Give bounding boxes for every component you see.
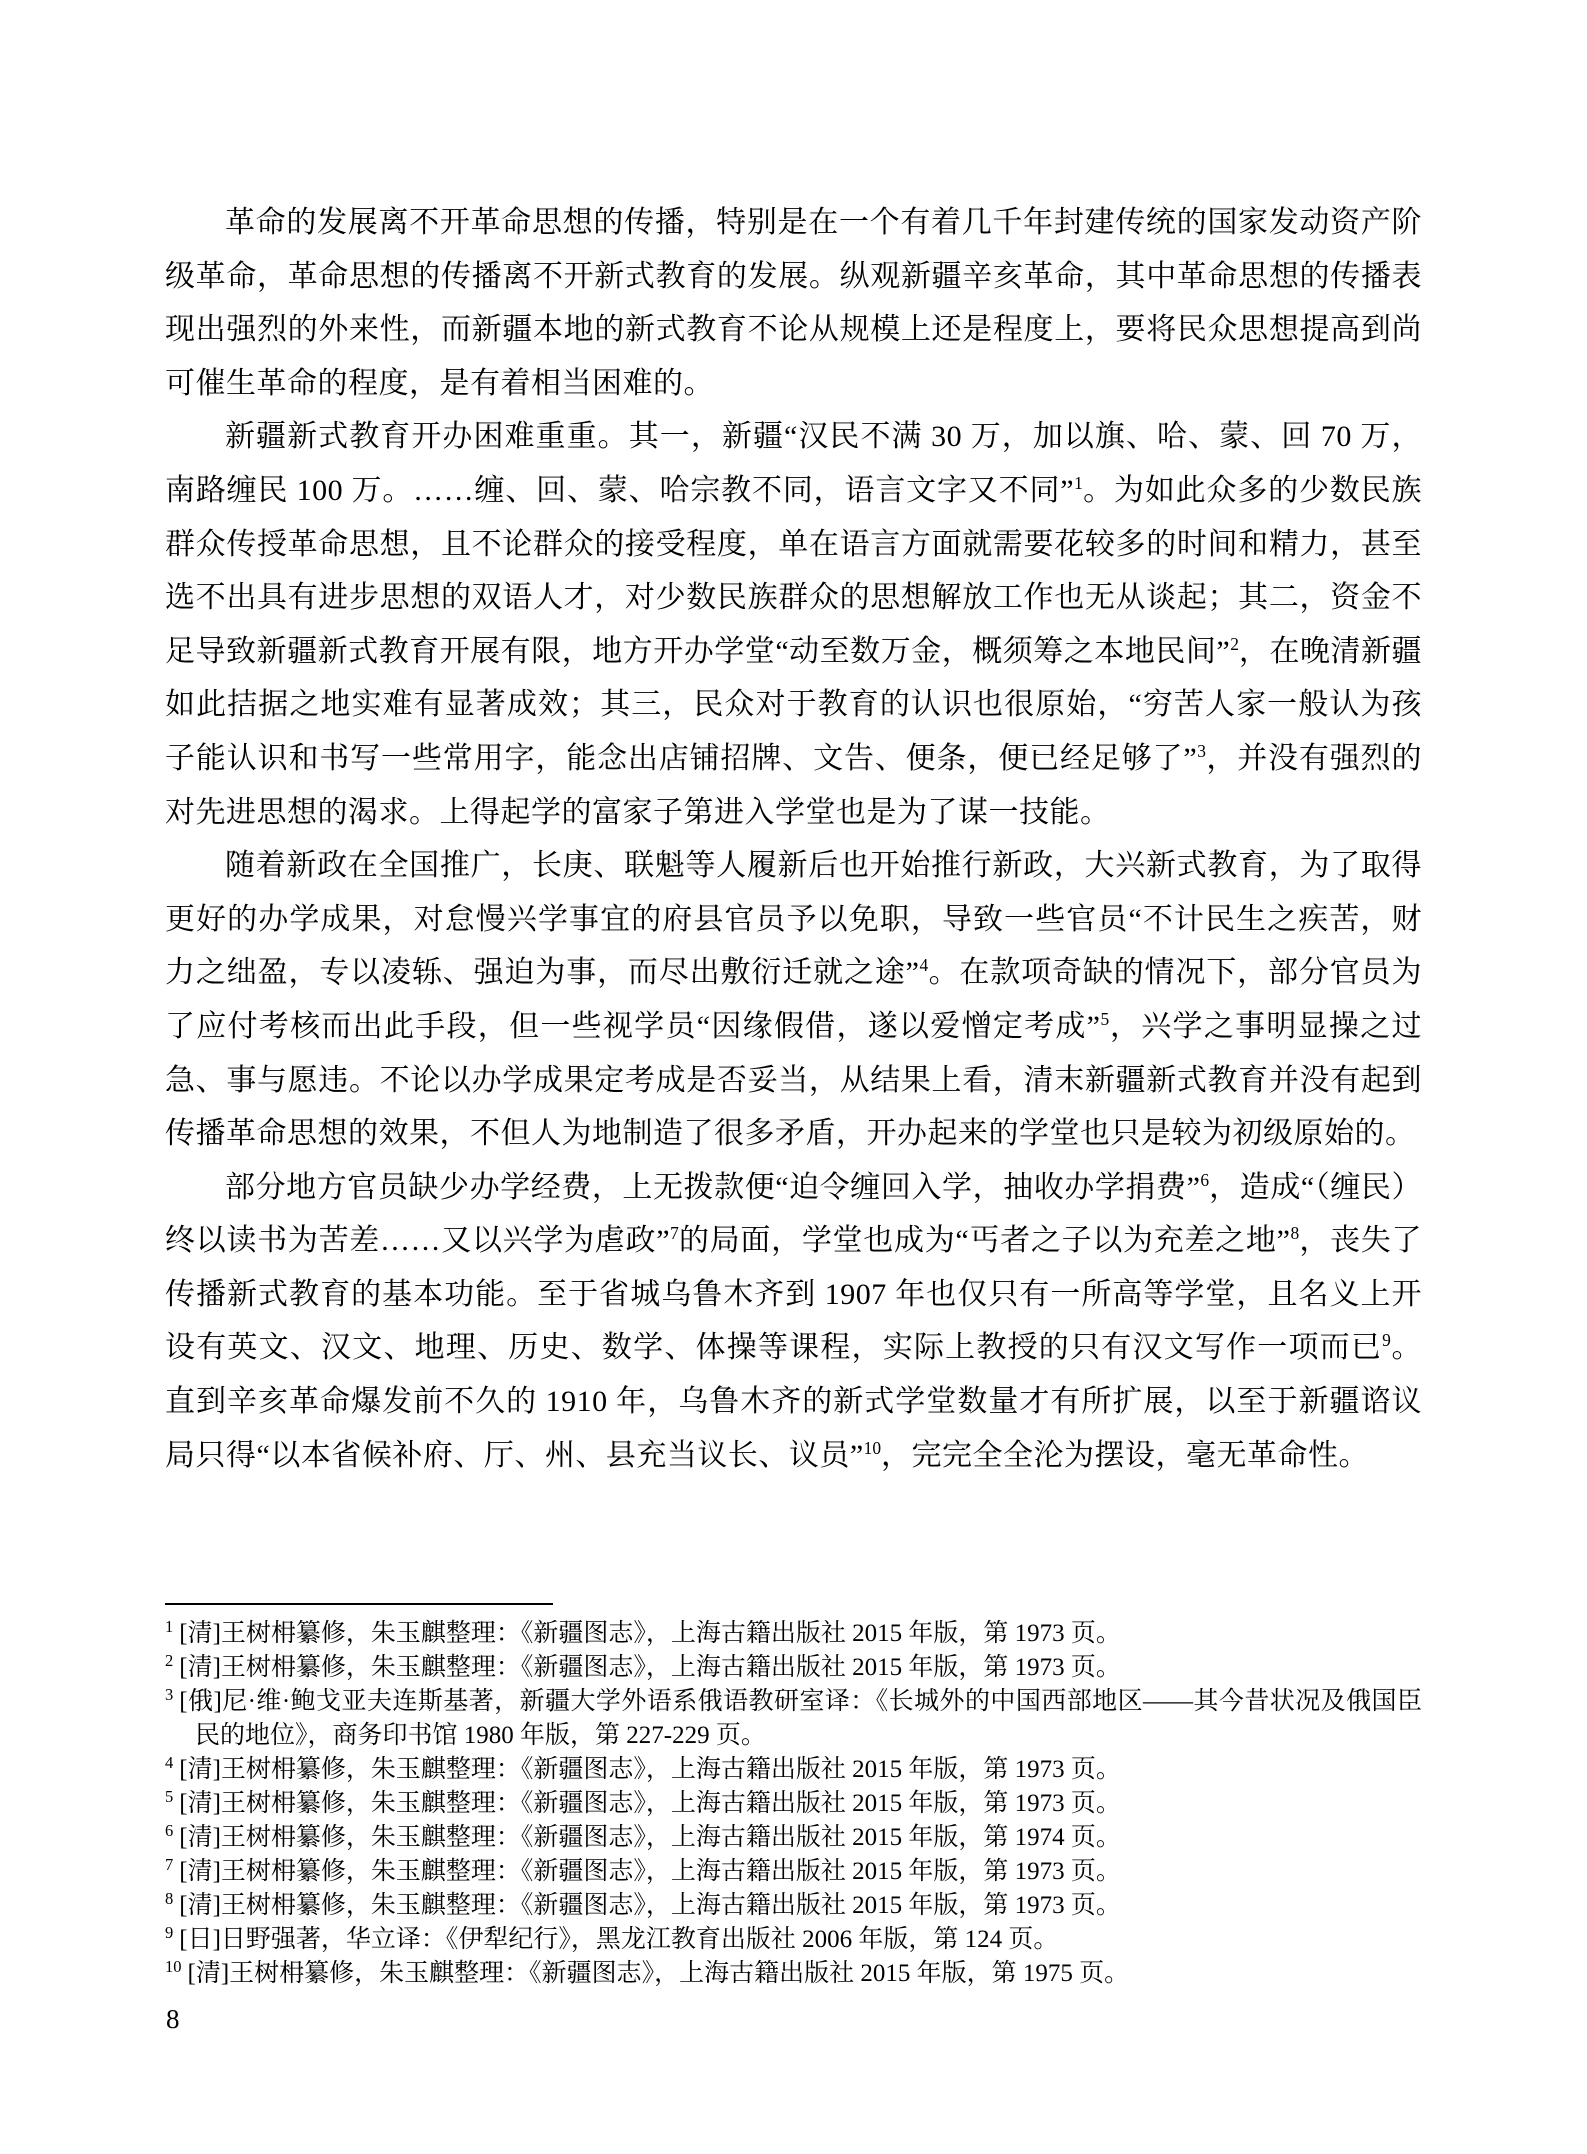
- footnote-separator: [165, 1603, 553, 1605]
- text-run: 。直到辛亥革命爆发前不久的 1910 年，乌鲁木齐的新式学堂数量才有所扩展，以至于新疆谘议局只得“以本省候补府、厅、州、县充当议长、议员”: [165, 1331, 1423, 1472]
- body-text: [165, 196, 1422, 1482]
- text-run: 的局面，学堂也成为“丐者之子以为充差之地”: [678, 1224, 1291, 1258]
- footnote-item: [165, 1651, 1422, 1685]
- footnote-item: [165, 1923, 1422, 1957]
- text-run: 。为如此众多的少数民族群众传授革命思想，且不论群众的接受程度，单在语言方面就需要花较多的时间和精力，甚至选不出具有进步思想的双语人才，对少数民族群众的思想解放工作也无从谈起；其二，资金不足导致新疆新式教育开展有限，地方开办学堂“动至数万金，概须筹之本地民间”: [165, 473, 1423, 668]
- footnote-ref: 4: [919, 955, 929, 976]
- text-run: ，丧失了传播新式教育的基本功能。至于省城乌鲁木齐到 1907 年也仅只有一所高等学堂，且名义上开设有英文、汉文、地理、历史、数学、体操等课程，实际上教授的只有汉文写作一项而已: [165, 1224, 1423, 1365]
- footnote-item: [165, 1617, 1422, 1651]
- footnote-ref: 5: [1100, 1008, 1110, 1029]
- text-run: ，完完全全沦为摆设，毫无革命性。: [881, 1438, 1370, 1472]
- paragraph: [165, 410, 1422, 839]
- footnote-ref: 8: [1290, 1223, 1300, 1244]
- text-run: 新疆新式教育开办困难重重。其一，新疆“汉民不满 30 万，加以旗、哈、蒙、回 70 万，南路缠民 100 万。……缠、回、蒙、哈宗教不同，语言文字又不同”: [165, 420, 1422, 507]
- footnote-item: [165, 1889, 1422, 1923]
- footnote-ref: 1: [1074, 472, 1083, 493]
- footnote-item: [165, 1957, 1422, 1991]
- footnote-marker: 3: [165, 1684, 174, 1704]
- text-run: 革命的发展离不开革命思想的传播，特别是在一个有着几千年封建传统的国家发动资产阶级革命，革命思想的传播离不开新式教育的发展。纵观新疆辛亥革命，其中革命思想的传播表现出强烈的外来性，而新疆本地的新式教育不论从规模上还是程度上，要将民众思想提高到尚可催生革命的程度，是有着相当困难的。: [165, 206, 1422, 400]
- footnote-text: [清]王树枏纂修，朱玉麒整理：《新疆图志》，上海古籍出版社 2015 年版，第 1973 页。: [179, 1654, 1121, 1681]
- footnote-ref: 3: [1197, 740, 1206, 761]
- footnote-ref: 10: [863, 1437, 882, 1458]
- footnote-ref: 9: [1382, 1330, 1391, 1351]
- footnote-ref: 6: [1200, 1169, 1210, 1190]
- footnote-text: [清]王树枏纂修，朱玉麒整理：《新疆图志》，上海古籍出版社 2015 年版，第 1973 页。: [179, 1620, 1121, 1647]
- footnote-ref: 2: [1230, 633, 1239, 654]
- text-run: 。在款项奇缺的情况下，部分官员为了应付考核而出此手段，但一些视学员“因缘假借，遂以爱憎定考成”: [165, 956, 1422, 1043]
- text-run: 部分地方官员缺少办学经费，上无拨款便“迫令缠回入学，抽收办学捐费”: [225, 1170, 1201, 1204]
- footnote-marker: 9: [165, 1922, 174, 1942]
- footnote-text: [清]王树枏纂修，朱玉麒整理：《新疆图志》，上海古籍出版社 2015 年版，第 1974 页。: [179, 1824, 1121, 1851]
- footnote-ref: 7: [670, 1223, 679, 1244]
- footnote-text: [日]日野强著，华立译：《伊犁纪行》，黑龙江教育出版社 2006 年版，第 124 页。: [179, 1926, 1059, 1953]
- footnote-item: [165, 1855, 1422, 1889]
- footnote-item: [165, 1753, 1422, 1787]
- footnote-text: [清]王树枏纂修，朱玉麒整理：《新疆图志》，上海古籍出版社 2015 年版，第 1973 页。: [179, 1756, 1121, 1783]
- text-run: ，造成“（缠民）终以读书为苦差……又以兴学为虐政”: [165, 1170, 1422, 1258]
- footnote-marker: 6: [165, 1820, 174, 1840]
- footnote-marker: 2: [165, 1650, 174, 1670]
- paragraph: [165, 1161, 1422, 1483]
- footnote-item: [165, 1685, 1422, 1753]
- footnote-text: [清]王树枏纂修，朱玉麒整理：《新疆图志》，上海古籍出版社 2015 年版，第 1975 页。: [187, 1960, 1130, 1987]
- text-run: ，在晚清新疆如此拮据之地实难有显著成效；其三，民众对于教育的认识也很原始，“穷苦人家一般认为孩子能认识和书写一些常用字，能念出店铺招牌、文告、便条，便已经足够了”: [165, 634, 1423, 775]
- paragraph: [165, 196, 1422, 410]
- paragraph: [165, 839, 1422, 1161]
- text-run: ，兴学之事明显操之过急、事与愿违。不论以办学成果定考成是否妥当，从结果上看，清末新疆新式教育并没有起到传播革命思想的效果，不但人为地制造了很多矛盾，开办起来的学堂也只是较为初级原始的。: [165, 1009, 1422, 1151]
- footnote-text: [俄]尼·维·鲍戈亚夫连斯基著，新疆大学外语系俄语教研室译：《长城外的中国西部地区——其今昔状况及俄国臣民的地位》，商务印书馆 1980 年版，第 227-229 页。: [179, 1688, 1422, 1749]
- page-number: 8: [166, 2004, 180, 2034]
- footnote-text: [清]王树枏纂修，朱玉麒整理：《新疆图志》，上海古籍出版社 2015 年版，第 1973 页。: [179, 1790, 1121, 1817]
- footnote-item: [165, 1821, 1422, 1855]
- footnote-item: [165, 1787, 1422, 1821]
- footnote-marker: 8: [165, 1888, 174, 1908]
- text-run: ，并没有强烈的对先进思想的渴求。上得起学的富家子第进入学堂也是为了谋一技能。: [165, 741, 1423, 829]
- footnote-marker: 10: [165, 1956, 182, 1976]
- footnote-text: [清]王树枏纂修，朱玉麒整理：《新疆图志》，上海古籍出版社 2015 年版，第 1973 页。: [179, 1892, 1121, 1919]
- footnote-marker: 5: [165, 1786, 174, 1806]
- footnote-marker: 7: [165, 1854, 174, 1874]
- footnote-marker: 4: [165, 1752, 174, 1772]
- footnote-text: [清]王树枏纂修，朱玉麒整理：《新疆图志》，上海古籍出版社 2015 年版，第 1973 页。: [179, 1858, 1121, 1885]
- text-run: 随着新政在全国推广，长庚、联魁等人履新后也开始推行新政，大兴新式教育，为了取得更好的办学成果，对怠慢兴学事宜的府县官员予以免职，导致一些官员“不计民生之疾苦，财力之绌盈，专以凌轹、强迫为事，而尽出敷衍迁就之途”: [165, 849, 1422, 990]
- footnotes: [165, 1617, 1422, 1991]
- footnote-marker: 1: [165, 1616, 174, 1636]
